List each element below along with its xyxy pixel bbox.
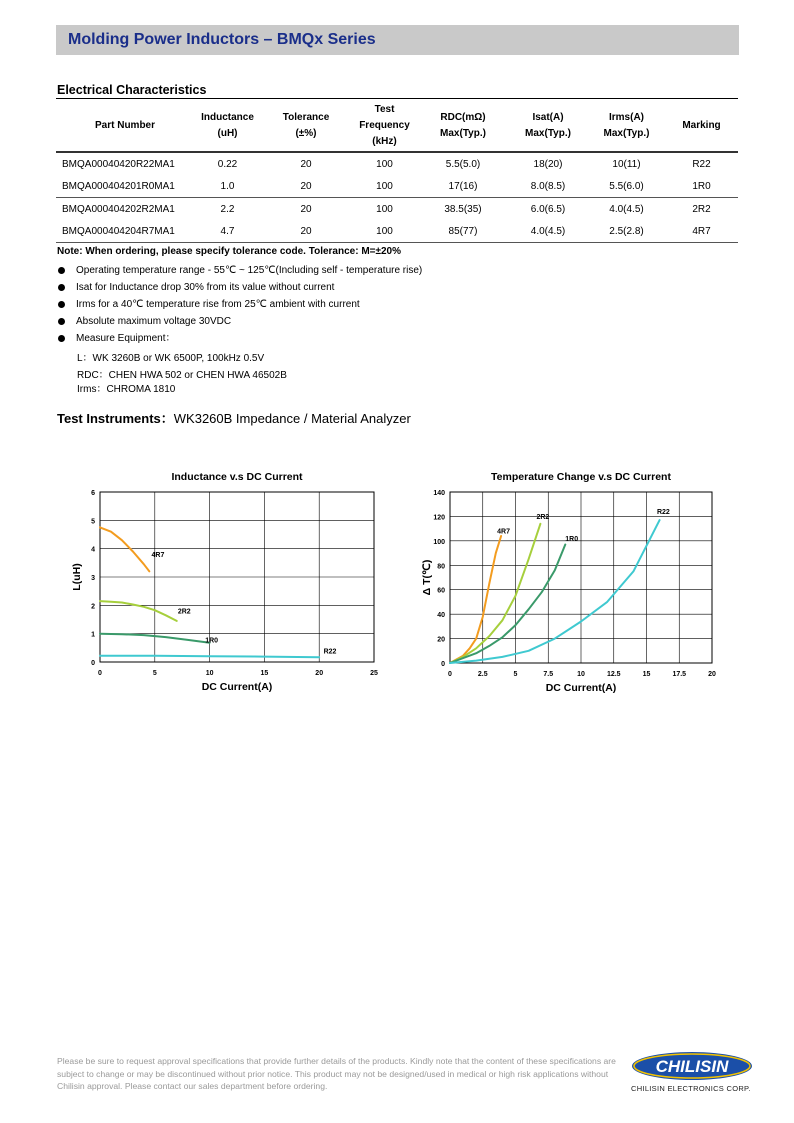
table-cell: 38.5(35)	[444, 203, 482, 215]
series-label: 2R2	[536, 513, 550, 521]
section-title: Electrical Characteristics	[57, 83, 207, 97]
x-tick-label: 5	[513, 671, 518, 678]
table-cell: 20	[300, 180, 312, 192]
series-label: 4R7	[151, 552, 165, 560]
table-cell: 100	[376, 180, 393, 192]
x-tick-label: 0	[98, 670, 102, 677]
table-cell: 17(16)	[448, 180, 478, 192]
table-cell: 5.5(6.0)	[609, 180, 644, 192]
spec-bullet-list	[57, 262, 422, 347]
table-cell: 4.0(4.5)	[609, 203, 644, 215]
x-tick-label: 7.5	[543, 671, 554, 678]
bullet-item	[57, 262, 422, 279]
bullet-dot-icon	[58, 301, 65, 308]
x-tick-label: 12.5	[606, 671, 621, 678]
bullet-dot-icon	[58, 284, 65, 291]
table-cell: 20	[300, 203, 312, 215]
bullet-item	[57, 279, 422, 296]
table-header-row	[56, 101, 738, 152]
x-axis-label: DC Current(A)	[545, 682, 617, 694]
x-tick-label: 20	[708, 671, 716, 678]
x-tick-label: 17.5	[672, 671, 687, 678]
test-instruments	[57, 408, 411, 427]
table-cell: 100	[376, 158, 393, 170]
table-cell: 0.22	[217, 158, 238, 170]
equipment-line-irms: Irms：CHROMA 1810	[77, 384, 176, 395]
column-header: Test Frequency (kHz)	[359, 104, 410, 147]
electrical-table	[56, 101, 738, 243]
part-number-cell: BMQA00040420R22MA1	[62, 158, 175, 170]
column-header: Irms(A) Max(Typ.)	[603, 112, 650, 139]
bullet-text: Absolute maximum voltage 30VDC	[76, 316, 232, 327]
table-body	[56, 152, 738, 243]
y-tick-label: 5	[91, 518, 95, 526]
x-tick-label: 2.5	[477, 671, 488, 678]
y-tick-label: 0	[441, 661, 445, 668]
table-row	[56, 198, 738, 221]
footer-disclaimer: Please be sure to request approval specifications that provide further details of the products. Kindly note that the content of these specifications are subject to change or may be discontinued without prior notice. This product may not be designed/used in medical or high risk applications without Chilisin approval. Please contact our sales department before ordering.	[57, 1056, 616, 1091]
series-label: 2R2	[177, 608, 191, 616]
table-cell: 8.0(8.5)	[530, 180, 566, 192]
series-line-4r7	[100, 527, 149, 571]
y-tick-label: 120	[433, 514, 445, 522]
page-title: Molding Power Inductors – BMQx Series	[68, 31, 376, 48]
x-tick-label: 25	[370, 670, 378, 677]
y-tick-label: 20	[437, 636, 445, 644]
table-cell: 85(77)	[448, 225, 478, 237]
series-line-2r2	[100, 601, 177, 621]
column-header: Isat(A) Max(Typ.)	[525, 112, 571, 139]
equipment-line-rdc: RDC：CHEN HWA 502 or CHEN HWA 46502B	[77, 370, 287, 381]
test-instruments-value: WK3260B Impedance / Material Analyzer	[173, 411, 411, 426]
column-header: RDC(mΩ) Max(Typ.)	[440, 112, 486, 139]
x-tick-label: 15	[642, 671, 651, 678]
chart-title: Temperature Change v.s DC Current	[491, 471, 671, 483]
header-bar	[56, 25, 739, 55]
column-header: Inductance (uH)	[201, 112, 254, 139]
test-instruments-label: Test Instruments：	[57, 411, 174, 426]
table-cell: 2R2	[692, 203, 711, 215]
bullet-text: Measure Equipment：	[76, 333, 176, 344]
column-header: Part Number	[94, 120, 155, 131]
part-number-cell: BMQA000404204R7MA1	[62, 225, 175, 237]
chart-title: Inductance v.s DC Current	[171, 471, 303, 483]
table-cell: 100	[376, 203, 393, 215]
ordering-note: Note: When ordering, please specify tolerance code. Tolerance: M=±20%	[57, 246, 402, 257]
section-divider	[56, 98, 738, 99]
table-cell: 4R7	[692, 225, 711, 237]
table-row	[56, 152, 738, 175]
x-tick-label: 20	[315, 670, 324, 677]
table-cell: 5.5(5.0)	[445, 158, 481, 170]
table-cell: 2.2	[220, 203, 235, 215]
x-tick-label: 10	[205, 670, 214, 677]
table-cell: 2.5(2.8)	[609, 225, 644, 237]
series-label: 1R0	[565, 535, 579, 543]
bullet-dot-icon	[58, 267, 65, 274]
column-header: Marking	[682, 120, 721, 131]
table-cell: 100	[376, 225, 393, 237]
series-label: 4R7	[497, 528, 511, 536]
y-tick-label: 40	[437, 612, 445, 620]
table-cell: 18(20)	[533, 158, 563, 170]
series-label: R22	[656, 508, 670, 516]
bullet-item	[57, 296, 422, 313]
part-number-cell: BMQA000404201R0MA1	[62, 180, 175, 192]
x-tick-label: 15	[260, 670, 269, 677]
equipment-line-l: L：WK 3260B or WK 6500P, 100kHz 0.5V	[77, 353, 265, 364]
series-label: R22	[323, 648, 337, 656]
x-axis-label: DC Current(A)	[201, 681, 273, 693]
table-cell: 4.7	[220, 225, 235, 237]
y-tick-label: 3	[91, 575, 95, 582]
table-cell: 1R0	[692, 180, 711, 192]
bullet-dot-icon	[58, 318, 65, 325]
bullet-item	[57, 330, 422, 347]
y-tick-label: 100	[433, 538, 445, 546]
y-axis-label: Δ T(℃)	[421, 559, 433, 596]
company-name: CHILISIN ELECTRONICS CORP.	[631, 1084, 751, 1093]
y-tick-label: 80	[437, 563, 445, 571]
bullet-text: Isat for Inductance drop 30% from its value without current	[76, 282, 335, 293]
part-number-cell: BMQA000404202R2MA1	[62, 203, 175, 215]
table-row	[56, 220, 738, 243]
y-tick-label: 1	[91, 631, 95, 639]
inductance-chart	[55, 462, 395, 702]
y-tick-label: 6	[91, 490, 95, 497]
table-cell: 20	[300, 225, 312, 237]
table-cell: 6.0(6.5)	[530, 203, 566, 215]
y-tick-label: 2	[91, 603, 95, 611]
series-line-r22	[450, 520, 660, 663]
table-cell: R22	[692, 158, 711, 170]
bullet-dot-icon	[58, 335, 65, 342]
x-tick-label: 5	[152, 670, 157, 677]
y-axis-label: L(uH)	[71, 563, 83, 591]
table-cell: 10(11)	[612, 158, 641, 170]
logo-wordmark: CHILISIN	[655, 1057, 729, 1076]
series-label: 1R0	[205, 637, 219, 645]
y-tick-label: 60	[437, 587, 445, 595]
y-tick-label: 0	[91, 660, 95, 667]
y-tick-label: 140	[433, 490, 445, 497]
temperature-chart	[405, 462, 735, 702]
x-tick-label: 10	[577, 671, 585, 678]
bullet-item	[57, 313, 422, 330]
x-tick-label: 0	[448, 671, 452, 678]
table-cell: 1.0	[220, 180, 235, 192]
table-row	[56, 175, 738, 198]
column-header: Tolerance (±%)	[282, 112, 330, 139]
y-tick-label: 4	[91, 546, 95, 554]
bullet-text: Irms for a 40℃ temperature rise from 25℃ ambient with current	[76, 299, 360, 310]
table-cell: 20	[300, 158, 312, 170]
table-cell: 4.0(4.5)	[530, 225, 566, 237]
series-line-r22	[100, 656, 319, 657]
bullet-text: Operating temperature range - 55℃ ~ 125℃(Including self - temperature rise)	[76, 265, 423, 276]
